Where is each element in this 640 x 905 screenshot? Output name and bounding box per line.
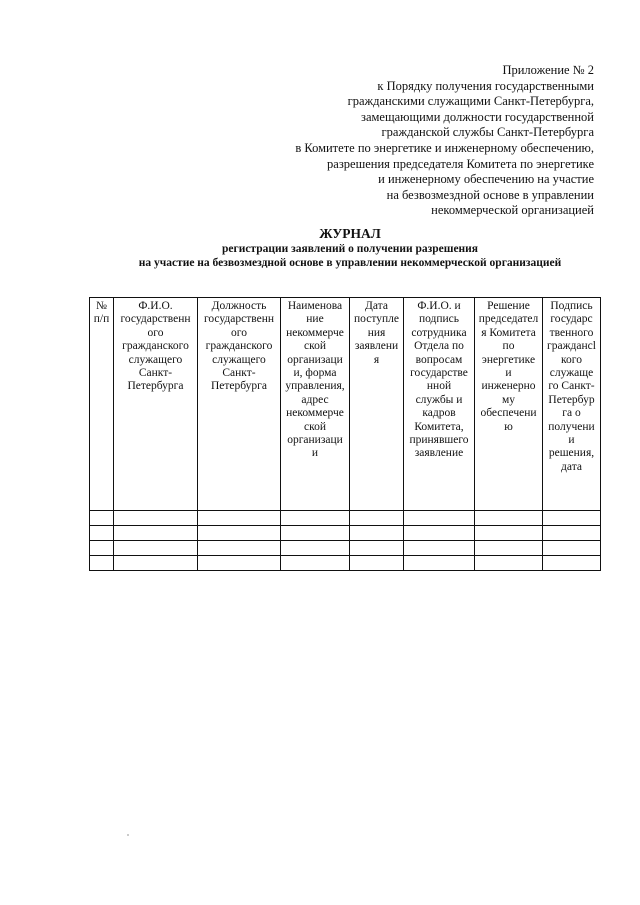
header-cell-line: Наименова (287, 300, 343, 312)
table-cell (350, 541, 404, 556)
table-cell (90, 556, 114, 571)
table-cell (114, 511, 198, 526)
header-cell-line: организаци (287, 434, 343, 447)
header-cell-line: некоммерче (286, 326, 344, 339)
header-cell-line: Должность (211, 300, 267, 312)
header-cell-line: Петербурга (127, 380, 184, 393)
table-cell (114, 541, 198, 556)
header-cell-line: решения, (548, 447, 595, 460)
header-cell-line: подпись (418, 313, 460, 326)
appendix-line: Приложение № 2 (502, 63, 594, 77)
table-cell (281, 511, 350, 526)
table-cell (475, 556, 543, 571)
header-cell (114, 298, 198, 511)
header-cell-line: поступле (354, 313, 399, 326)
scan-speck (127, 834, 129, 836)
header-cell-line: ю (504, 420, 513, 433)
header-cell-line: га о (562, 407, 581, 420)
table-cell (114, 526, 198, 541)
header-cell-line: инженерно (481, 380, 536, 393)
table-cell (198, 556, 281, 571)
appendix-line: в Комитете по энергетике и инженерному обеспечению, (295, 140, 594, 155)
header-cell-line: Петербурга (210, 380, 268, 393)
journal-subtitle-line1: регистрации заявлений о получении разрешения (221, 243, 479, 255)
table-cell (404, 526, 475, 541)
header-cell-line: я (373, 353, 380, 366)
header-cell-line: адрес (301, 393, 329, 406)
appendix-line: гражданской службы Санкт-Петербурга (381, 125, 594, 140)
header-cell-line: нной (426, 380, 452, 393)
header-cell-line: дата (561, 460, 582, 473)
table-cell (90, 541, 114, 556)
header-cell-line: и (505, 367, 512, 380)
header-cell-line: Санкт- (138, 367, 173, 380)
header-cell-line: ого (231, 326, 247, 339)
header-cell (90, 298, 114, 511)
header-cell-line: Комитета, (414, 420, 464, 433)
table-cell (114, 556, 198, 571)
header-cell-line: ской (303, 420, 326, 433)
header-cell-line: Решение (487, 300, 530, 312)
table-body (90, 511, 601, 571)
header-cell-line: ние (306, 313, 324, 326)
header-cell-line: Ф.И.О. и (417, 300, 461, 312)
table-cell (475, 541, 543, 556)
header-cell-line: граждансl (547, 340, 596, 353)
header-cell-line: государственн (120, 313, 191, 326)
header-cell-line: и, форма (293, 367, 337, 380)
header-cell-line: Дата (365, 300, 388, 312)
table-cell (350, 526, 404, 541)
header-cell (404, 298, 475, 511)
header-cell-line: получени (548, 420, 595, 433)
header-cell-line: государс (550, 313, 593, 326)
table-cell (543, 511, 601, 526)
table-row (90, 541, 601, 556)
header-cell-line: ния (367, 326, 386, 339)
table-cell (281, 541, 350, 556)
appendix-line: и инженерному обеспечению на участие (378, 172, 594, 187)
header-cell-line: энергетике (481, 353, 536, 366)
header-cell-line: служаще (549, 367, 594, 380)
header-cell-line: Отдела по (414, 340, 464, 353)
header-cell (475, 298, 543, 511)
header-cell-line: управления, (285, 380, 345, 393)
header-cell-line: службы и (415, 393, 463, 406)
appendix-line: на безвозмездной основе в управлении (386, 187, 594, 202)
table-cell (281, 556, 350, 571)
header-cell-line: сотрудника (411, 326, 467, 339)
journal-title-block (60, 226, 640, 270)
header-cell-line: служащего (212, 353, 266, 366)
header-cell (281, 298, 350, 511)
header-cell-line: государстве (410, 367, 468, 380)
header-cell-line: Петербур (548, 393, 595, 406)
header-cell-line: государственн (203, 313, 275, 326)
table-header-row (90, 298, 601, 511)
table-row (90, 556, 601, 571)
journal-table (89, 297, 601, 571)
header-cell-line: го Санкт- (548, 380, 595, 393)
header-cell-line: ого (147, 326, 164, 339)
header-cell-line: я Комитета (481, 326, 536, 339)
table-cell (404, 556, 475, 571)
header-cell-line: принявшего (409, 434, 469, 447)
appendix-line: замещающими должности государственной (361, 109, 594, 124)
table-cell (404, 541, 475, 556)
table-cell (90, 526, 114, 541)
appendix-line: некоммерческой организацией (431, 203, 594, 218)
table-cell (543, 541, 601, 556)
header-cell-line: п/п (93, 313, 110, 326)
header-cell-line: обеспечени (480, 407, 537, 420)
header-cell-line: му (501, 393, 516, 406)
table-cell (198, 511, 281, 526)
appendix-line: к Порядку получения государственными (377, 78, 594, 93)
header-cell-line: № (96, 300, 107, 312)
header-cell-line: гражданского (122, 340, 189, 353)
header-cell-line: и (311, 447, 319, 460)
header-cell-line: ской (303, 340, 326, 353)
table-cell (198, 541, 281, 556)
header-cell-line: и (568, 434, 575, 447)
header-cell-line: по (502, 340, 515, 353)
header-cell-line: гражданского (205, 340, 273, 353)
journal-title: ЖУРНАЛ (319, 226, 381, 241)
header-cell-line: заявление (414, 447, 464, 460)
header-cell-line: кадров (422, 407, 456, 420)
header-cell-line: Подпись (550, 300, 593, 312)
table-cell (350, 556, 404, 571)
table-row (90, 511, 601, 526)
header-cell-line: кого (561, 353, 582, 366)
header-cell-line: заявлени (354, 340, 399, 353)
header-cell-line: твенного (549, 326, 594, 339)
header-cell-line: вопросам (415, 353, 463, 366)
journal-subtitle-line2: на участие на безвозмездной основе в управлении некоммерческой организацией (138, 257, 562, 270)
appendix-line: гражданскими служащими Санкт-Петербурга, (347, 94, 594, 109)
header-cell (543, 298, 601, 511)
header-cell-line: Санкт- (222, 367, 256, 380)
table-cell (475, 511, 543, 526)
table-cell (404, 511, 475, 526)
header-cell (198, 298, 281, 511)
table-cell (543, 526, 601, 541)
table-cell (475, 526, 543, 541)
table-cell (90, 511, 114, 526)
appendix-line: разрешения председателя Комитета по энергетике (327, 156, 594, 171)
header-cell-line: председател (478, 313, 539, 326)
header-cell-line: служащего (128, 353, 183, 366)
table-cell (281, 526, 350, 541)
header-cell-line: организаци (287, 353, 343, 366)
header-cell-line: Ф.И.О. (138, 300, 173, 312)
appendix-header (194, 63, 594, 219)
table-cell (350, 511, 404, 526)
table-cell (198, 526, 281, 541)
table-row (90, 526, 601, 541)
header-cell (350, 298, 404, 511)
header-cell-line: некоммерче (286, 407, 344, 420)
table-cell (543, 556, 601, 571)
